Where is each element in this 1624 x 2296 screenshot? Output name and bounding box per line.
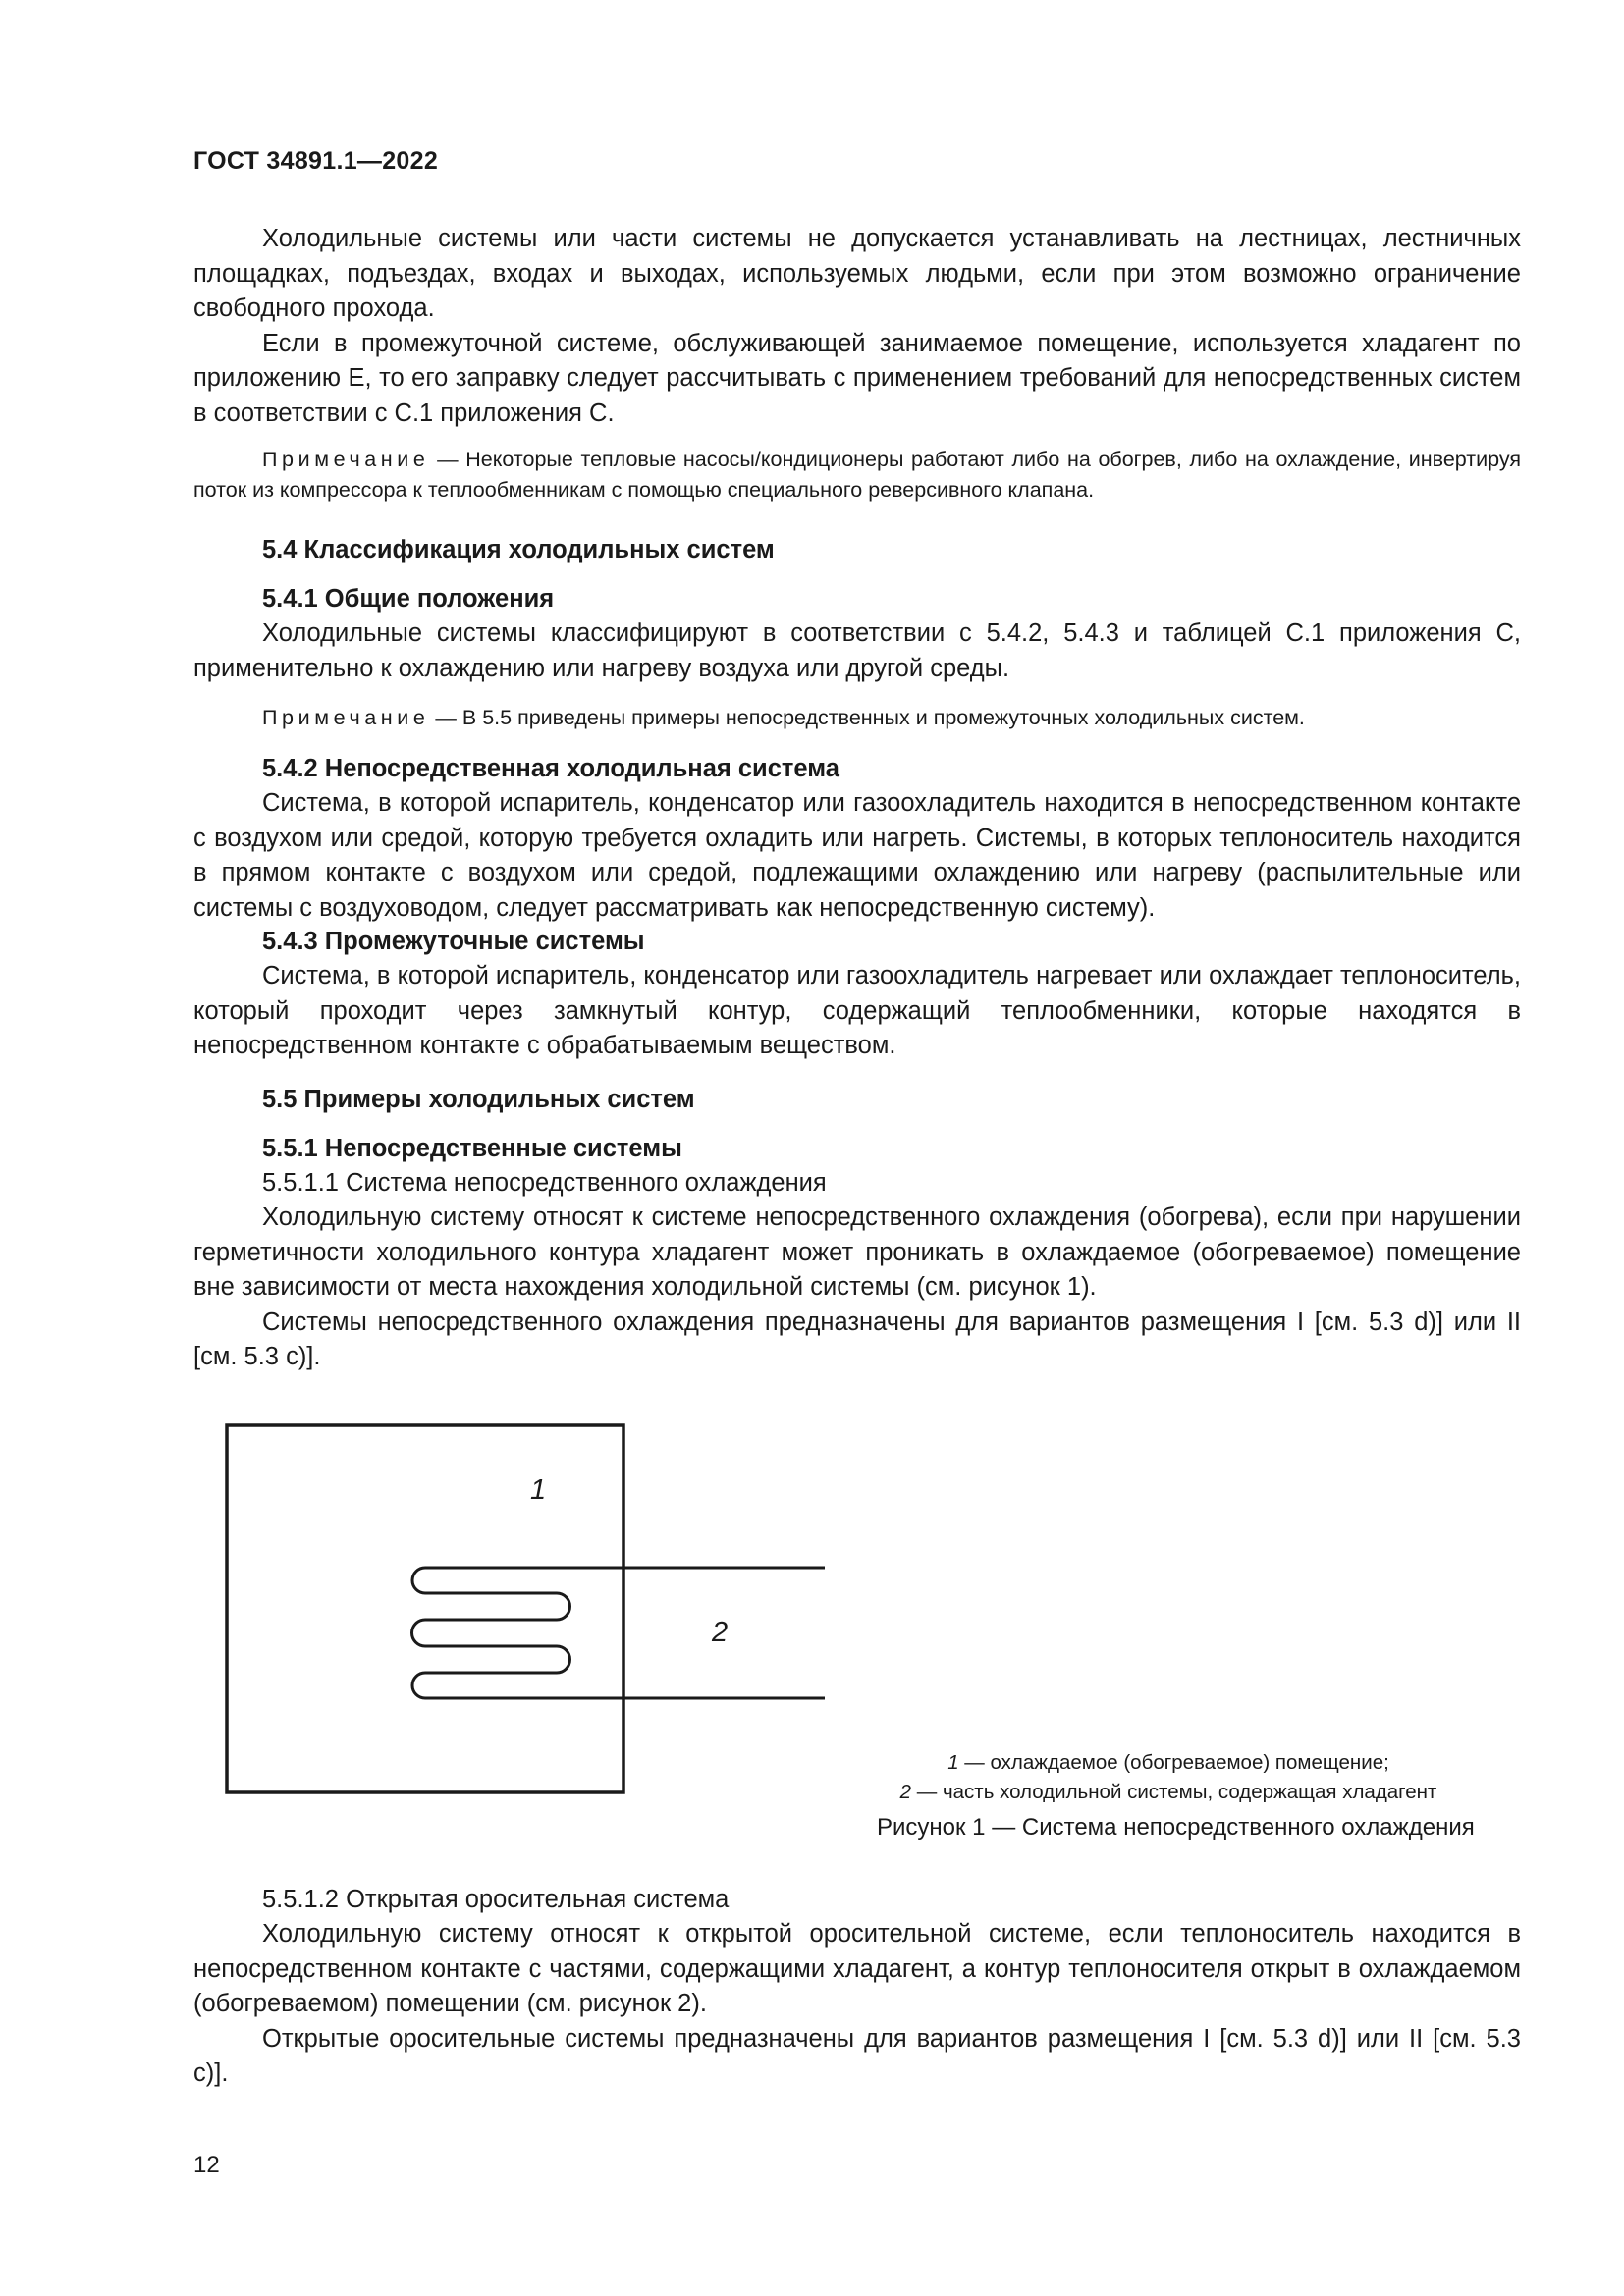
paragraph-block-5-5-1-2 xyxy=(193,1917,1521,2092)
note-label: Примечание xyxy=(262,448,430,471)
paragraph: Система, в которой испаритель, конденсатор или газоохладитель нагревает или охлаждает теплоноситель, который проходит через замкнутый контур, содержащий теплообменники, которые находятся в непосредственном контакте с обрабатываемым веществом. xyxy=(193,962,1521,1059)
figure-legend xyxy=(864,1748,1473,1807)
page-number: 12 xyxy=(193,2152,220,2178)
legend-number: 2 xyxy=(899,1781,912,1803)
section-heading-5-4: 5.4 Классификация холодильных систем xyxy=(262,536,775,563)
legend-item-2 xyxy=(864,1778,1473,1807)
section-heading-5-4-2: 5.4.2 Непосредственная холодильная система xyxy=(262,755,839,782)
note-text: — В 5.5 приведены примеры непосредственных и промежуточных холодильных систем. xyxy=(429,706,1305,729)
figure-label-1: 1 xyxy=(530,1474,547,1506)
paragraph: Холодильную систему относят к системе непосредственного охлаждения (обогрева), если при нарушении герметичности холодильного контура хладагент может проникать в охлаждаемое (обогреваемое) помещение вне зависимости от места нахождения холодильной системы (см. рисунок 1). xyxy=(193,1203,1521,1301)
paragraph: Открытые оросительные системы предназначены для вариантов размещения I [см. 5.3 d)] или II [см. 5.3 с)]. xyxy=(193,2024,1521,2087)
paragraph: Холодильную систему относят к открытой оросительной системе, если теплоноситель находится в непосредственном контакте с частями, содержащими хладагент, а контур теплоносителя открыт в охлаждаемом (обогреваемом) помещении (см. рисунок 2). xyxy=(193,1920,1521,2017)
subsection-title-5-5-1-2: 5.5.1.2 Открытая оросительная система xyxy=(262,1886,730,1913)
paragraph: Холодильные системы или части системы не допускается устанавливать на лестницах, лестничных площадках, подъездах, входах и выходах, используемых людьми, если при этом возможно ограничение свободного прохода. xyxy=(193,225,1521,322)
section-heading-5-5: 5.5 Примеры холодильных систем xyxy=(262,1086,695,1113)
figure-label-2: 2 xyxy=(712,1617,729,1648)
section-heading-5-5-1: 5.5.1 Непосредственные системы xyxy=(262,1135,682,1162)
document-code-header: ГОСТ 34891.1—2022 xyxy=(193,147,439,175)
legend-text: — охлаждаемое (обогреваемое) помещение; xyxy=(958,1751,1389,1774)
paragraph: Система, в которой испаритель, конденсатор или газоохладитель находится в непосредственном контакте с воздухом или средой, которую требуется охладить или нагреть. Системы, в которых теплоноситель находится в прямом контакте с воздухом или средой, подлежащими охлаждению или нагреву (распылительные или системы с воздуховодом, следует рассматривать как непосредственную систему). xyxy=(193,789,1521,922)
legend-item-1 xyxy=(864,1748,1473,1778)
paragraph: Холодильные системы классифицируют в соответствии с 5.4.2, 5.4.3 и таблицей С.1 приложения С, применительно к охлаждению или нагреву воздуха или другой среды. xyxy=(193,619,1521,682)
paragraph: Системы непосредственного охлаждения предназначены для вариантов размещения I [см. 5.3 d)] или II [см. 5.3 с)]. xyxy=(193,1308,1521,1370)
section-heading-5-4-3: 5.4.3 Промежуточные системы xyxy=(262,928,645,955)
paragraph: Если в промежуточной системе, обслуживающей занимаемое помещение, используется хладагент по приложению Е, то его заправку следует рассчитывать с применением требований для непосредственных систем в соответствии с С.1 приложения С. xyxy=(193,329,1521,427)
legend-number: 1 xyxy=(947,1751,959,1774)
legend-text: — часть холодильной системы, содержащая хладагент xyxy=(911,1781,1437,1803)
note-label: Примечание xyxy=(262,706,430,729)
section-heading-5-4-1: 5.4.1 Общие положения xyxy=(262,585,555,613)
room-outline xyxy=(227,1425,623,1792)
figure-caption: Рисунок 1 — Система непосредственного охлаждения xyxy=(877,1814,1475,1841)
note-text: — Некоторые тепловые насосы/кондиционеры работают либо на обогрев, либо на охлаждение, инвертируя поток из компрессора к теплообменникам с помощью специального реверсивного клапана. xyxy=(193,448,1521,502)
heat-exchanger-coil xyxy=(412,1568,624,1698)
subsection-title-5-5-1-1: 5.5.1.1 Система непосредственного охлаждения xyxy=(262,1169,827,1197)
